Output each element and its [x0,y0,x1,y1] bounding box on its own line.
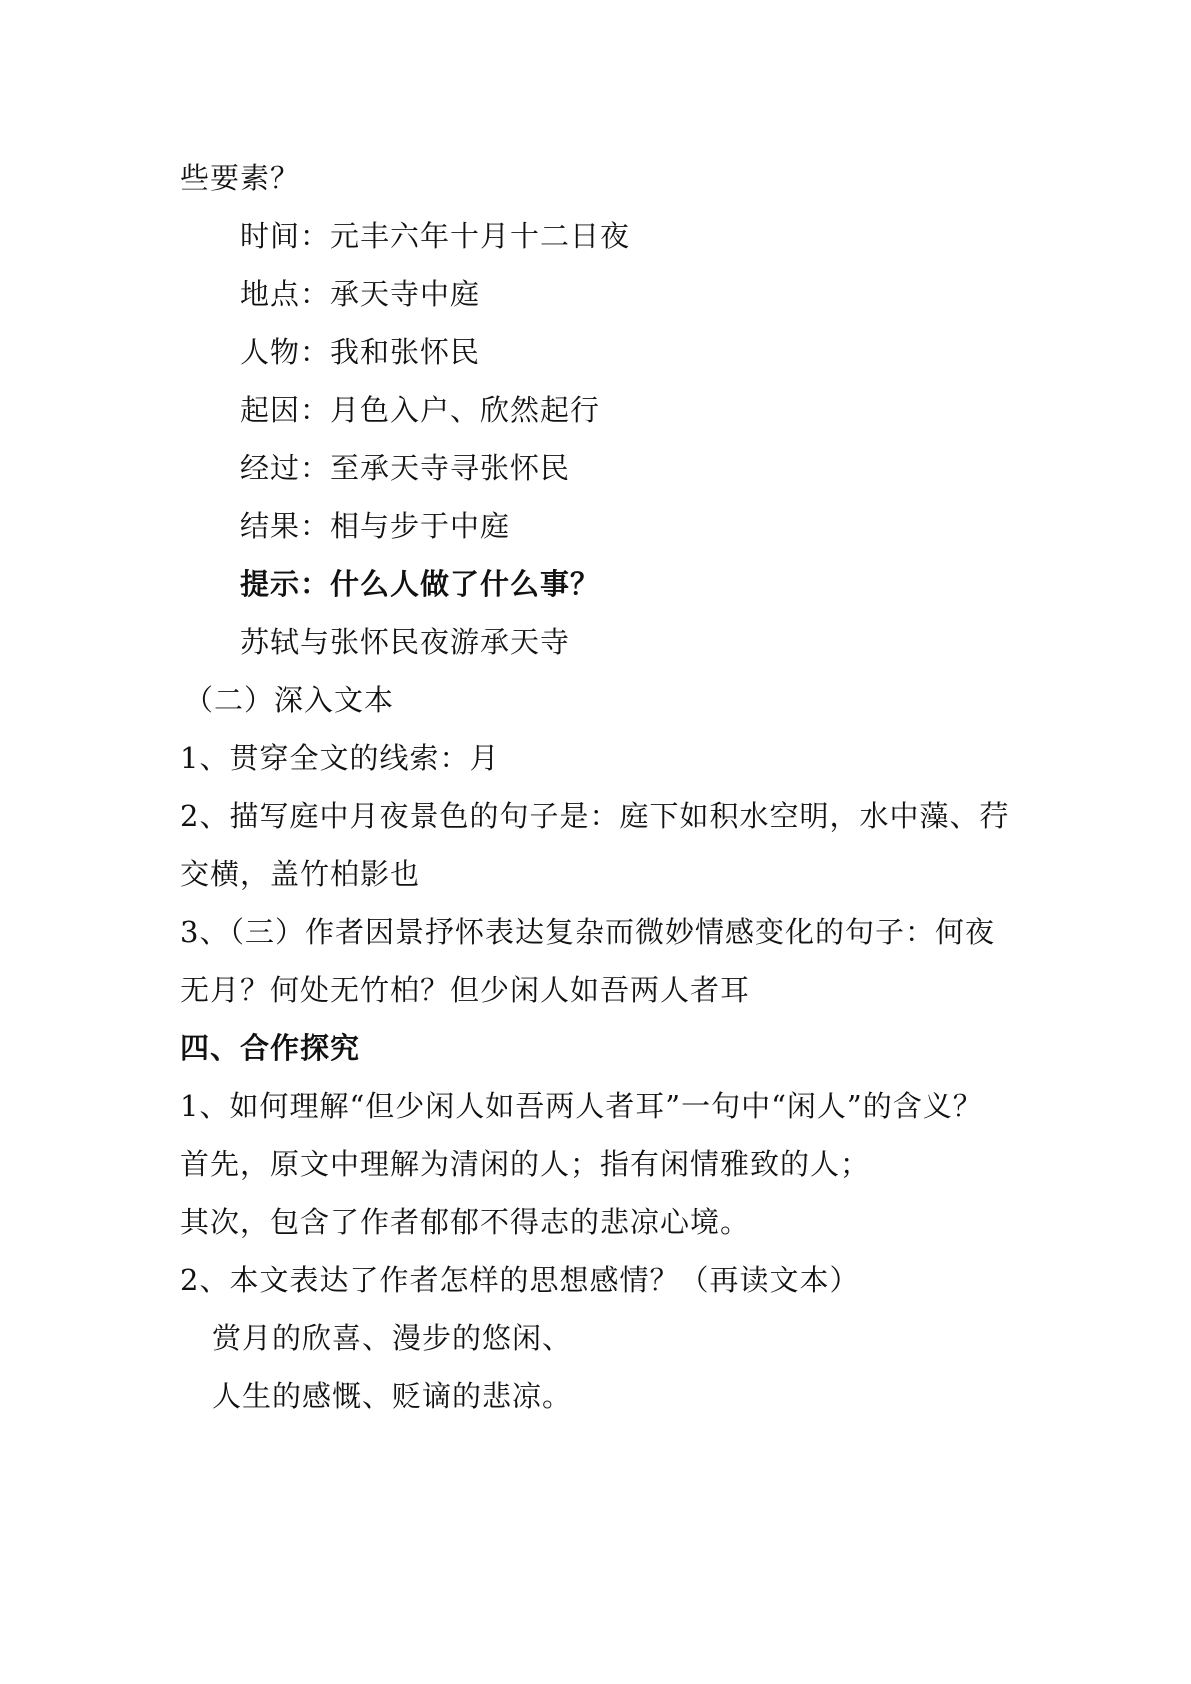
answer-2-line-1: 赏月的欣喜、漫步的悠闲、 [212,1321,573,1355]
text-line-continuation: 些要素？ [180,161,301,195]
hint-line: 提示：什么人做了什么事？ [240,567,601,601]
element-result: 结果：相与步于中庭 [240,509,511,543]
question-1: 1、如何理解“但少闲人如吾两人者耳”一句中“闲人”的含义？ [180,1089,983,1123]
element-place: 地点：承天寺中庭 [240,277,481,311]
element-cause: 起因：月色入户、欣然起行 [240,393,601,427]
item-3-emotion: 3、（三）作者因景抒怀表达复杂而微妙情感变化的句子：何夜 [180,915,995,949]
item-2-scene-cont: 交横，盖竹柏影也 [180,857,421,891]
answer-2-line-2: 人生的感慨、贬谪的悲凉。 [212,1379,573,1413]
element-process: 经过：至承天寺寻张怀民 [240,451,571,485]
answer-1-first: 首先，原文中理解为清闲的人；指有闲情雅致的人； [180,1147,871,1181]
item-2-scene: 2、描写庭中月夜景色的句子是：庭下如积水空明，水中藻、荇 [180,799,1010,833]
item-3-emotion-cont: 无月？何处无竹柏？但少闲人如吾两人者耳 [180,973,751,1007]
element-time: 时间：元丰六年十月十二日夜 [240,219,631,253]
summary-line: 苏轼与张怀民夜游承天寺 [240,625,571,659]
section-heading-deep-reading: （二）深入文本 [184,683,395,717]
section-heading-cooperative-inquiry: 四、合作探究 [180,1031,361,1065]
answer-1-second: 其次，包含了作者郁郁不得志的悲凉心境。 [180,1205,751,1239]
item-1-clue: 1、贯穿全文的线索：月 [180,741,500,775]
element-people: 人物：我和张怀民 [240,335,481,369]
question-2: 2、本文表达了作者怎样的思想感情？（再读文本） [180,1263,860,1297]
